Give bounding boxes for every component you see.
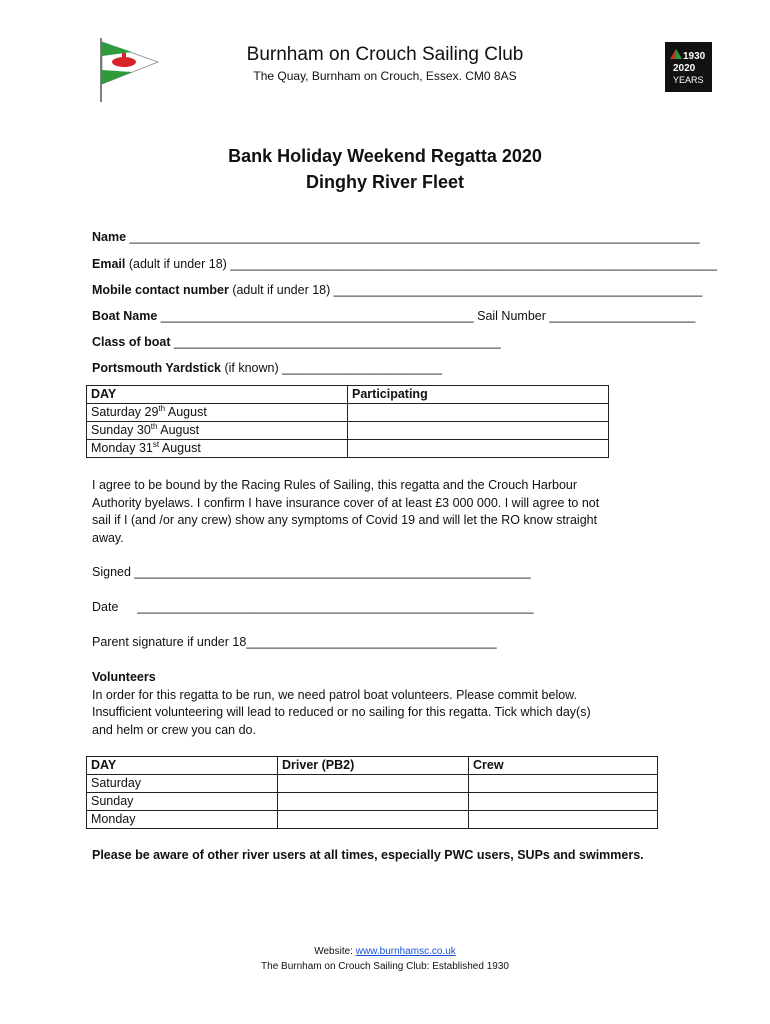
date-label: Date	[92, 600, 119, 614]
agreement-line: I agree to be bound by the Racing Rules of Sailing, this regatta and the Crouch Harbour	[92, 478, 578, 492]
class-label: Class of boat	[92, 335, 171, 349]
sail-number-label: Sail Number	[477, 309, 546, 323]
boat-name-field[interactable]	[92, 309, 695, 323]
driver-cell[interactable]	[278, 793, 469, 811]
day-cell: Monday 31st August	[87, 440, 348, 458]
day-cell: Monday	[87, 811, 278, 829]
agreement-line: Authority byelaws. I confirm I have insurance cover of at least £3 000 000. I will agree to not	[92, 495, 600, 510]
agreement-line: away.	[92, 530, 124, 545]
website-link[interactable]: www.burnhamsc.co.uk	[355, 946, 456, 957]
sail-number-input-line[interactable]: _____________________	[549, 309, 696, 323]
club-address: The Quay, Burnham on Crouch, Essex. CM0 8AS	[253, 69, 517, 83]
table-row	[87, 422, 609, 440]
volunteers-line: Insufficient volunteering will lead to reduced or no sailing for this regatta. Tick which day(s)	[92, 705, 591, 719]
parent-signature-field[interactable]	[92, 635, 497, 649]
yardstick-input-line[interactable]: _______________________	[282, 361, 443, 375]
table-row	[87, 404, 609, 422]
table-row	[87, 440, 609, 458]
volunteers-section	[92, 669, 677, 739]
day-header: DAY	[87, 757, 278, 775]
day-cell: Saturday	[87, 775, 278, 793]
anniversary-badge	[665, 42, 712, 92]
signed-label: Signed	[92, 565, 131, 579]
volunteers-heading: Volunteers	[92, 670, 156, 684]
mobile-field[interactable]	[92, 283, 702, 297]
driver-header: Driver (PB2)	[278, 757, 469, 775]
crew-cell[interactable]	[469, 811, 658, 829]
agreement-line: sail if I (and /or any crew) show any symptoms of Covid 19 and will let the RO know straight	[92, 513, 598, 527]
signed-input-line[interactable]: _________________________________________________________	[134, 565, 531, 579]
participating-cell[interactable]	[348, 422, 609, 440]
participation-table	[86, 385, 609, 458]
website-label: Website:	[314, 946, 353, 957]
badge-label: YEARS	[673, 75, 704, 85]
name-label: Name	[92, 230, 127, 244]
yardstick-note: (if known)	[224, 361, 279, 375]
participating-header: Participating	[348, 386, 609, 404]
crew-cell[interactable]	[469, 793, 658, 811]
date-input-line[interactable]: _________________________________________________________	[137, 600, 534, 614]
badge-year-top: 1930	[683, 51, 706, 62]
parent-signature-label: Parent signature if under 18	[92, 635, 247, 649]
footer-website	[100, 946, 670, 957]
table-row	[87, 793, 658, 811]
boat-name-input-line[interactable]: _____________________________________________	[160, 309, 474, 323]
table-row	[87, 775, 658, 793]
boat-name-label: Boat Name	[92, 309, 158, 323]
table-header-row	[87, 757, 658, 775]
footer-established: The Burnham on Crouch Sailing Club: Established 1930	[261, 961, 509, 972]
page-title: Bank Holiday Weekend Regatta 2020	[228, 146, 542, 166]
day-cell: Saturday 29th August	[87, 404, 348, 422]
email-label: Email	[92, 257, 126, 271]
mobile-note: (adult if under 18)	[232, 283, 331, 297]
crew-header: Crew	[469, 757, 658, 775]
participating-cell[interactable]	[348, 404, 609, 422]
email-field[interactable]	[92, 257, 717, 271]
page-subtitle: Dinghy River Fleet	[305, 172, 465, 192]
day-header: DAY	[87, 386, 348, 404]
badge-year-bottom: 2020	[673, 63, 696, 74]
email-note: (adult if under 18)	[128, 257, 227, 271]
club-burgee-logo	[98, 38, 160, 102]
mobile-label: Mobile contact number	[92, 283, 229, 297]
email-input-line[interactable]: ______________________________________________________________________	[230, 257, 717, 271]
safety-notice: Please be aware of other river users at all times, especially PWC users, SUPs and swimmers.	[92, 848, 644, 862]
yardstick-label: Portsmouth Yardstick	[92, 361, 221, 375]
driver-cell[interactable]	[278, 811, 469, 829]
date-field[interactable]	[92, 600, 534, 614]
crew-cell[interactable]	[469, 775, 658, 793]
class-field[interactable]	[92, 335, 501, 349]
table-header-row	[87, 386, 609, 404]
club-name: Burnham on Crouch Sailing Club	[246, 44, 524, 65]
volunteers-line: and helm or crew you can do.	[92, 722, 256, 737]
sail-icon	[669, 48, 683, 60]
participating-cell[interactable]	[348, 440, 609, 458]
volunteers-line: In order for this regatta to be run, we need patrol boat volunteers. Please commit below.	[92, 687, 577, 702]
class-input-line[interactable]: _______________________________________________	[173, 335, 501, 349]
name-field[interactable]	[92, 230, 700, 244]
parent-signature-input-line[interactable]: ____________________________________	[246, 635, 497, 649]
table-row	[87, 811, 658, 829]
volunteer-table	[86, 756, 658, 829]
yardstick-field[interactable]	[92, 361, 442, 375]
day-cell: Sunday 30th August	[87, 422, 348, 440]
agreement-paragraph	[92, 477, 677, 547]
mobile-input-line[interactable]: _____________________________________________________	[333, 283, 703, 297]
day-cell: Sunday	[87, 793, 278, 811]
driver-cell[interactable]	[278, 775, 469, 793]
name-input-line[interactable]: __________________________________________________________________________________	[129, 230, 700, 244]
signed-field[interactable]	[92, 565, 531, 579]
